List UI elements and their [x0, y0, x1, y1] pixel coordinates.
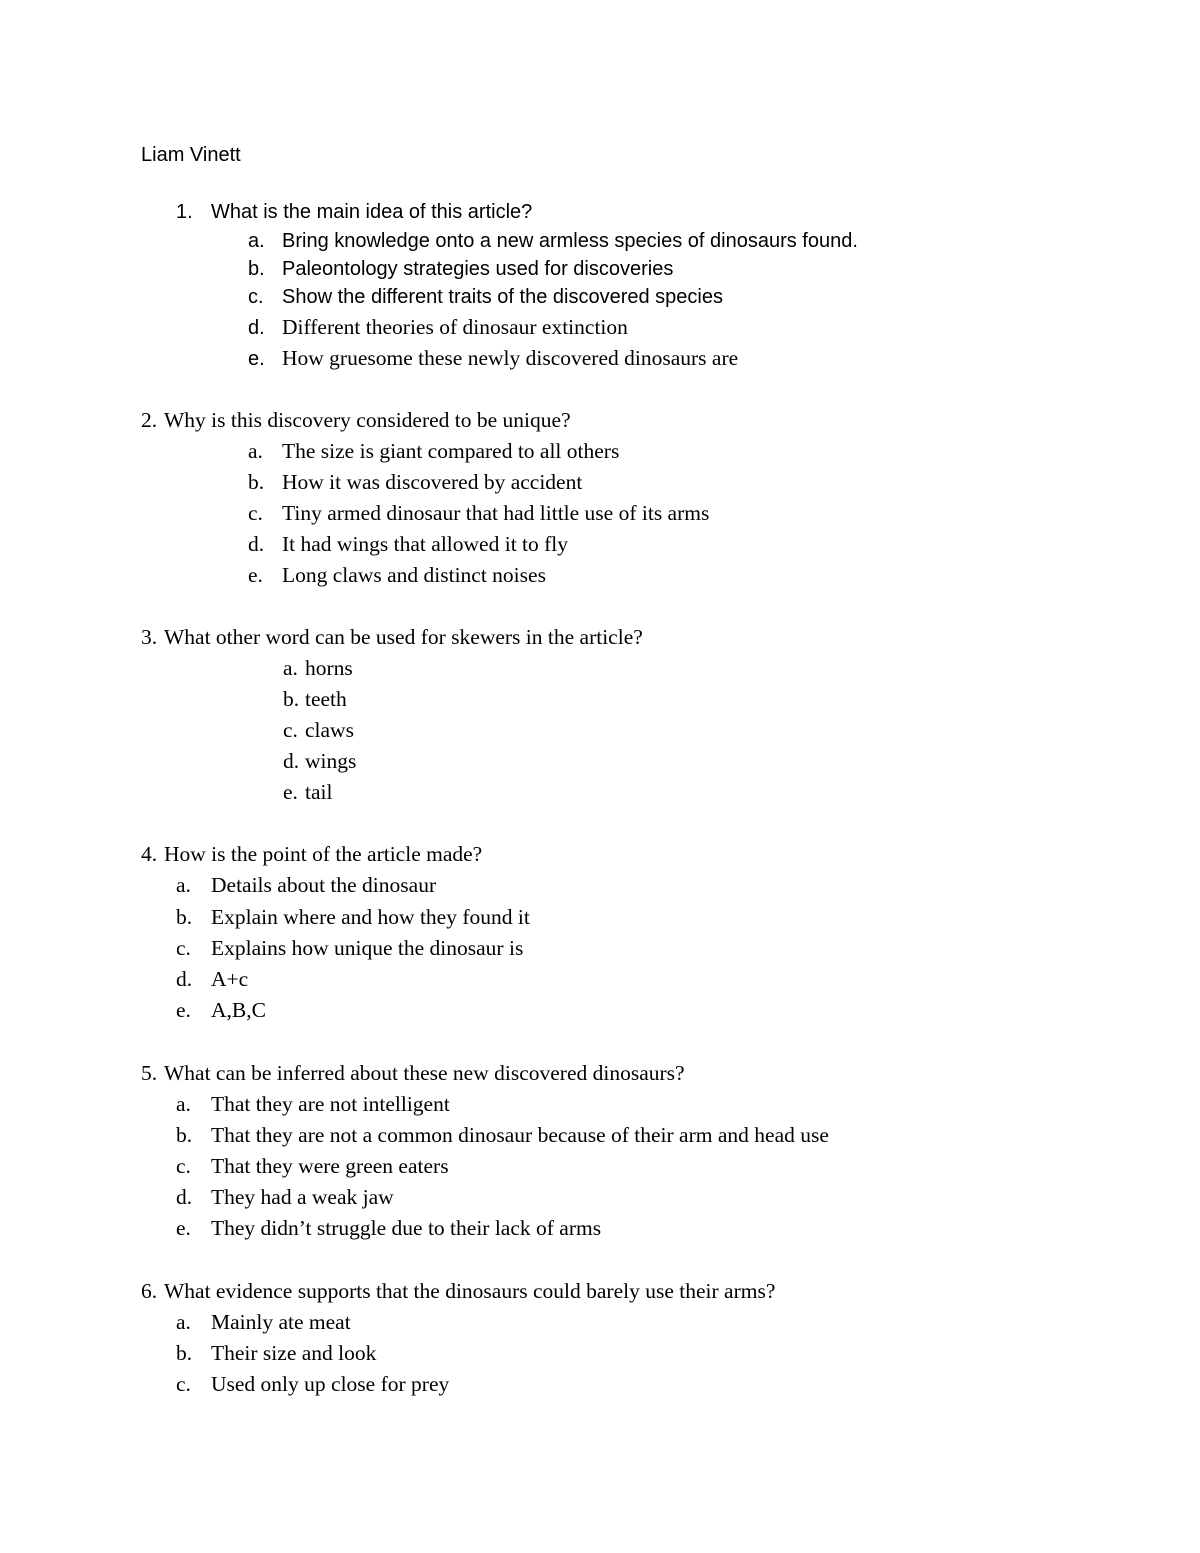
option-letter: d.: [283, 749, 300, 773]
option-text: Long claws and distinct noises: [282, 563, 546, 587]
option-text: Used only up close for prey: [211, 1372, 450, 1396]
option-text: horns: [305, 656, 353, 680]
author-name: Liam Vinett: [141, 144, 241, 166]
question-number: 1.: [176, 201, 193, 223]
option-letter: c.: [176, 936, 191, 960]
option-letter: a.: [176, 1092, 191, 1116]
option-text: Details about the dinosaur: [211, 873, 437, 897]
option-text: Bring knowledge onto a new armless species of dinosaurs found.: [282, 230, 858, 252]
option-letter: e.: [248, 348, 265, 370]
option-text: A,B,C: [211, 998, 266, 1022]
question-text: What evidence supports that the dinosaurs could barely use their arms?: [164, 1279, 776, 1303]
option-text: How it was discovered by accident: [282, 470, 583, 494]
option-letter: c.: [283, 718, 298, 742]
option-letter: c.: [176, 1372, 191, 1396]
option-letter: a.: [248, 439, 263, 463]
question-text: What can be inferred about these new discovered dinosaurs?: [164, 1061, 685, 1085]
option-text: Paleontology strategies used for discoveries: [282, 258, 674, 280]
option-letter: b.: [176, 1341, 193, 1365]
option-text: How gruesome these newly discovered dinosaurs are: [282, 346, 739, 370]
option-letter: c.: [176, 1154, 191, 1178]
option-letter: c.: [248, 286, 264, 308]
option-letter: a.: [248, 230, 265, 252]
option-text: Tiny armed dinosaur that had little use of its arms: [282, 501, 710, 525]
option-letter: a.: [176, 1310, 191, 1334]
option-text: Explain where and how they found it: [211, 905, 530, 929]
option-text: The size is giant compared to all others: [282, 439, 620, 463]
option-letter: e.: [248, 563, 263, 587]
option-letter: b.: [283, 687, 300, 711]
question-number: 5.: [141, 1061, 158, 1085]
question-text: How is the point of the article made?: [164, 842, 483, 866]
option-letter: d.: [176, 967, 193, 991]
option-letter: d.: [248, 317, 265, 339]
option-text: wings: [305, 749, 357, 773]
option-text: It had wings that allowed it to fly: [282, 532, 569, 556]
option-letter: e.: [283, 780, 298, 804]
option-text: A+c: [211, 967, 249, 991]
option-text: teeth: [305, 687, 347, 711]
option-letter: e.: [176, 998, 191, 1022]
option-letter: a.: [176, 873, 191, 897]
option-letter: d.: [176, 1185, 193, 1209]
question-number: 2.: [141, 408, 158, 432]
question-text: Why is this discovery considered to be unique?: [164, 408, 571, 432]
question-text: What is the main idea of this article?: [211, 201, 533, 223]
option-text: tail: [305, 780, 333, 804]
option-text: Different theories of dinosaur extinction: [282, 315, 628, 339]
option-text: That they were green eaters: [211, 1154, 449, 1178]
option-text: That they are not intelligent: [211, 1092, 450, 1116]
question-number: 4.: [141, 842, 158, 866]
option-letter: b.: [176, 1123, 193, 1147]
option-text: Their size and look: [211, 1341, 377, 1365]
option-letter: d.: [248, 532, 265, 556]
option-letter: c.: [248, 501, 263, 525]
option-text: claws: [305, 718, 354, 742]
question-number: 3.: [141, 625, 158, 649]
question-text: What other word can be used for skewers in the article?: [164, 625, 643, 649]
option-letter: b.: [248, 258, 265, 280]
option-letter: b.: [248, 470, 265, 494]
option-letter: a.: [283, 656, 298, 680]
option-letter: b.: [176, 905, 193, 929]
option-text: That they are not a common dinosaur because of their arm and head use: [211, 1123, 829, 1147]
option-text: Mainly ate meat: [211, 1310, 351, 1334]
option-text: They didn’t struggle due to their lack of arms: [211, 1216, 602, 1240]
option-letter: e.: [176, 1216, 191, 1240]
question-number: 6.: [141, 1279, 158, 1303]
option-text: Explains how unique the dinosaur is: [211, 936, 524, 960]
option-text: Show the different traits of the discovered species: [282, 286, 723, 308]
option-text: They had a weak jaw: [211, 1185, 394, 1209]
